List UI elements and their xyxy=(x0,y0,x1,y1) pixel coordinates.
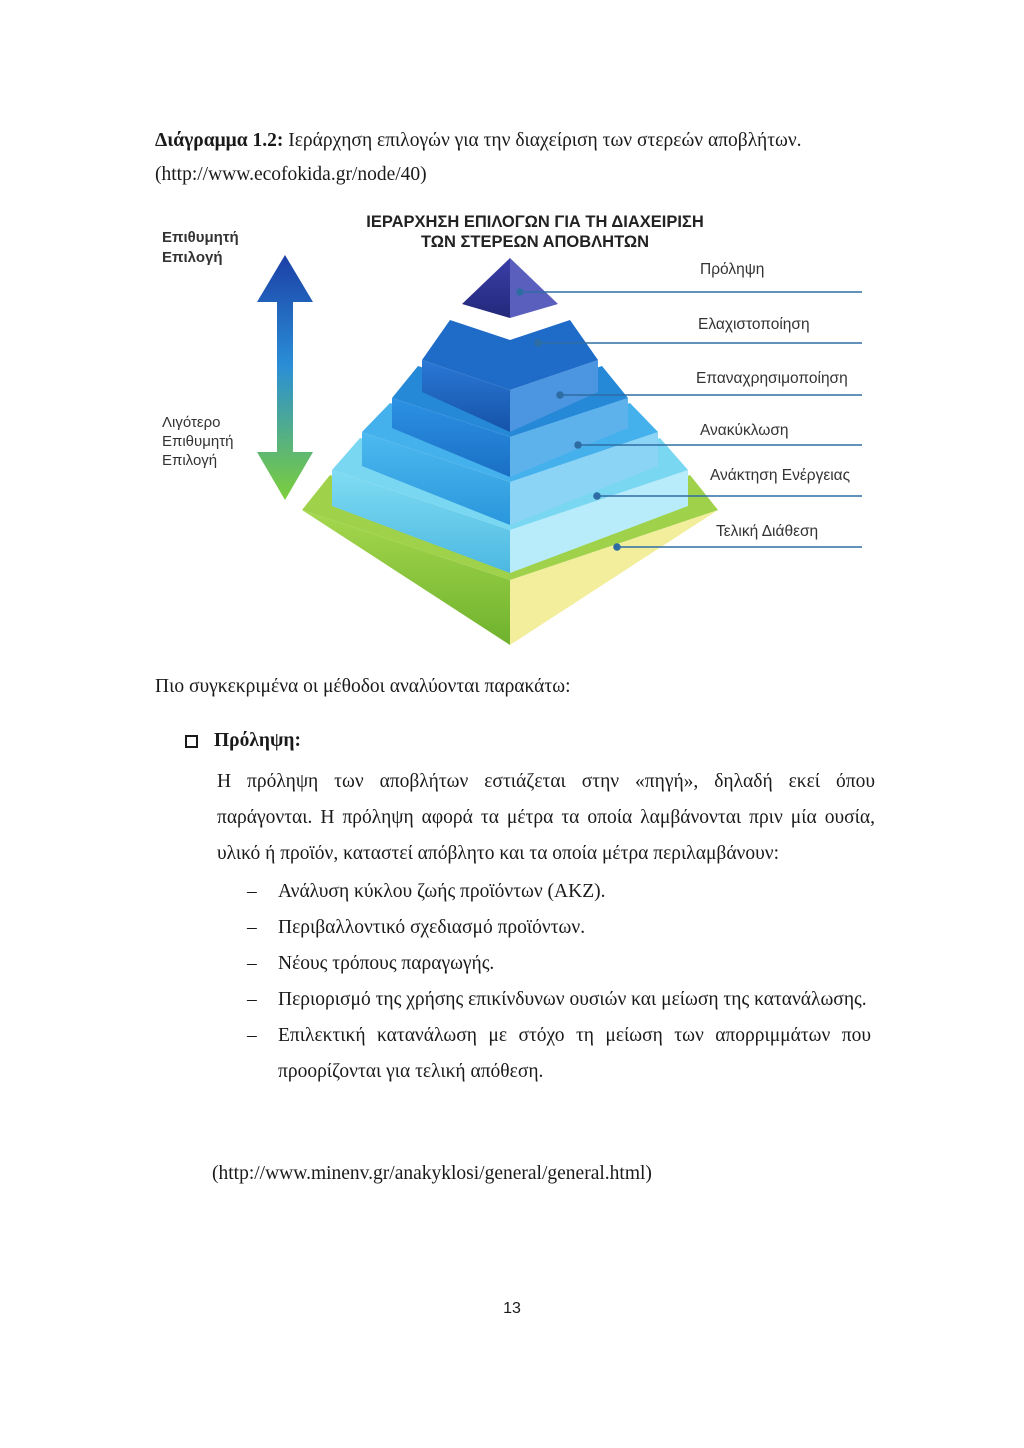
waste-hierarchy-diagram xyxy=(150,200,880,660)
level-label-recycling: Ανακύκλωση xyxy=(700,422,789,439)
arrow-top-label-line1: Επιθυμητή xyxy=(162,229,239,246)
level-label-final-disposal: Τελική Διάθεση xyxy=(716,523,819,540)
section-heading-text: Πρόληψη: xyxy=(214,730,301,751)
list-item-text: Επιλεκτική κατανάλωση με στόχο τη μείωση των απορριμμάτων που προορίζονται για τελική απόθεση. xyxy=(278,1025,871,1082)
level-label-prevention: Πρόληψη xyxy=(700,261,765,278)
section-source: (http://www.minenv.gr/anakyklosi/general/general.html) xyxy=(212,1163,652,1184)
arrow-bottom-label-line1: Λιγότερο xyxy=(162,414,221,431)
arrow-top-label-line2: Επιλογή xyxy=(162,249,223,266)
level-label-reuse: Επαναχρησιμοποίηση xyxy=(696,370,848,387)
arrow-bottom-label-line3: Επιλογή xyxy=(162,452,218,469)
measures-list xyxy=(247,874,871,1090)
caption-text: Ιεράρχηση επιλογών για την διαχείριση των στερεών αποβλήτων. xyxy=(288,130,802,151)
figure-caption xyxy=(155,124,875,192)
list-item xyxy=(247,982,871,1018)
dash-bullet-icon: – xyxy=(247,917,257,938)
pyramid xyxy=(302,258,718,645)
intro-text: Πιο συγκεκριμένα οι μέθοδοι αναλύονται παρακάτω: xyxy=(155,676,571,697)
checkbox-bullet-icon xyxy=(185,735,198,748)
list-item-text: Ανάλυση κύκλου ζωής προϊόντων (ΑΚΖ). xyxy=(278,881,606,902)
arrow-bottom-label-line2: Επιθυμητή xyxy=(162,433,234,450)
list-item xyxy=(247,910,871,946)
level-label-energy-recovery: Ανάκτηση Ενέργειας xyxy=(710,467,851,484)
diagram-title-line1: ΙΕΡΑΡΧΗΣΗ ΕΠΙΛΟΓΩΝ ΓΙΑ ΤΗ ΔΙΑΧΕΙΡΙΣΗ xyxy=(366,213,704,231)
list-item-text: Νέους τρόπους παραγωγής. xyxy=(278,953,495,974)
double-arrow-icon xyxy=(257,255,313,500)
dash-bullet-icon: – xyxy=(247,953,257,974)
tier-prevention-right xyxy=(510,258,558,318)
dash-bullet-icon: – xyxy=(247,881,257,902)
list-item xyxy=(247,874,871,910)
dash-bullet-icon: – xyxy=(247,989,257,1010)
prevention-section xyxy=(185,730,875,1090)
level-label-minimisation: Ελαχιστοποίηση xyxy=(698,316,810,333)
list-item-text: Περιβαλλοντικό σχεδιασμό προϊόντων. xyxy=(278,917,586,938)
tier-prevention-left xyxy=(462,258,510,318)
page-number: 13 xyxy=(503,1300,521,1317)
diagram-title-line2: ΤΩΝ ΣΤΕΡΕΩΝ ΑΠΟΒΛΗΤΩΝ xyxy=(420,233,650,251)
caption-source: (http://www.ecofokida.gr/node/40) xyxy=(155,164,427,185)
section-heading xyxy=(185,730,875,752)
section-paragraph: Η πρόληψη των αποβλήτων εστιάζεται στην «πηγή», δηλαδή εκεί όπου παράγονται. Η πρόληψη αφορά τα μέτρα τα οποία λαμβάνονται πριν μία ουσία, υλικό ή προϊόν, καταστεί απόβλητο και τα οποία μέτρα περιλαμβάνουν: xyxy=(217,771,875,864)
list-item-text: Περιορισμό της χρήσης επικίνδυνων ουσιών και μείωση της κατανάλωσης. xyxy=(278,989,867,1010)
caption-label: Διάγραμμα 1.2: xyxy=(155,130,284,151)
dash-bullet-icon: – xyxy=(247,1025,257,1046)
list-item xyxy=(247,946,871,982)
list-item xyxy=(247,1018,871,1090)
